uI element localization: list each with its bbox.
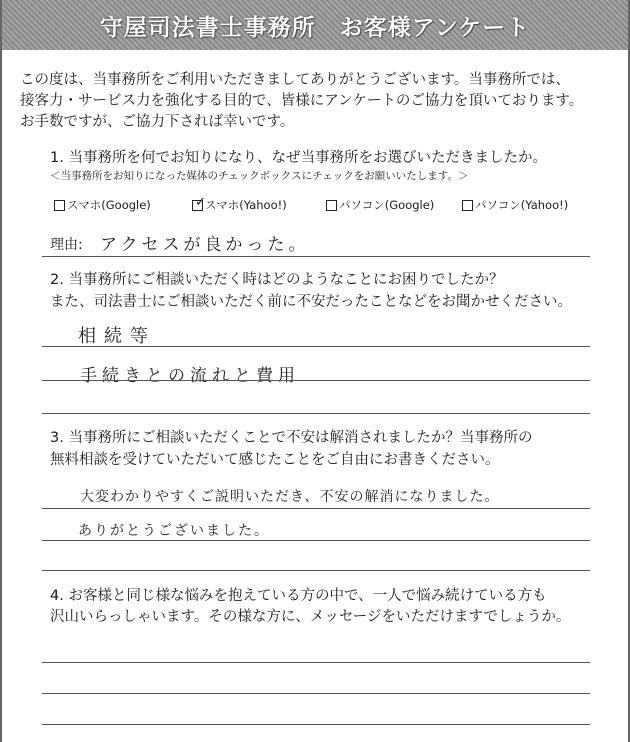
header-banner bbox=[2, 0, 628, 50]
checkbox-box[interactable] bbox=[192, 194, 206, 211]
answer-line bbox=[42, 346, 590, 347]
question-3-line-2: 無料相談を受けていただいて感じたことをご自由にお書きください。 bbox=[50, 452, 500, 468]
answer-line bbox=[42, 693, 590, 694]
question-3-answer-2[interactable]: ありがとうございました。 bbox=[78, 523, 270, 539]
survey-title: 守屋司法書士事務所 お客様アンケート bbox=[99, 14, 531, 41]
checkbox-label: パソコン(Google) bbox=[339, 198, 435, 212]
intro-text bbox=[20, 70, 620, 133]
answer-line bbox=[42, 508, 590, 509]
answer-line bbox=[42, 413, 590, 414]
reason-answer[interactable]: アクセスが良かった。 bbox=[100, 235, 310, 255]
question-3-answer-1[interactable]: 大変わかりやすくご説明いただき、不安の解消になりました。 bbox=[80, 489, 500, 505]
checkbox-label: パソコン(Yahoo!) bbox=[475, 198, 569, 212]
answer-line bbox=[42, 662, 590, 663]
checkbox-smartphone-google[interactable] bbox=[54, 197, 151, 213]
checkbox-box[interactable] bbox=[462, 200, 473, 211]
reason-label: 理由: bbox=[50, 237, 83, 253]
question-1-text: 1. 当事務所を何でお知りになり、なぜ当事務所をお選びいただきましたか。 bbox=[50, 150, 547, 166]
question-4-line-1: 4. お客様と同じ様な悩みを抱えている方の中で、一人で悩み続けている方も bbox=[50, 588, 547, 604]
answer-line bbox=[42, 380, 590, 381]
checkbox-pc-google[interactable] bbox=[326, 197, 434, 213]
checkbox-label: スマホ(Google) bbox=[67, 198, 151, 212]
checkbox-box[interactable] bbox=[54, 200, 65, 211]
check-mark-icon: ✓ bbox=[195, 194, 206, 210]
question-2-line-1: 2. 当事務所にご相談いただく時はどのようなことにお困りでしたか？ bbox=[50, 272, 504, 288]
question-1-note: ＜当事務所をお知りになった媒体のチェックボックスにチェックをお願いいたします。＞ bbox=[50, 170, 469, 182]
question-2-line-2: また、司法書士にご相談いただく前に不安だったことなどをお聞かせください。 bbox=[50, 294, 572, 310]
checkbox-smartphone-yahoo[interactable] bbox=[192, 194, 287, 213]
question-2-answer-2[interactable]: 手続きとの流れと費用 bbox=[80, 366, 300, 386]
intro-line: この度は、当事務所をご利用いただきましてありがとうございます。当事務所では、 bbox=[20, 72, 570, 88]
checkbox-box[interactable] bbox=[326, 200, 337, 211]
answer-line bbox=[42, 540, 590, 541]
intro-line: お手数ですが、ご協力下されば幸いです。 bbox=[20, 114, 295, 130]
checkbox-pc-yahoo[interactable] bbox=[462, 197, 568, 213]
intro-line: 接客力・サービス力を強化する目的で、皆様にアンケートのご協力を頂いております。 bbox=[20, 93, 584, 109]
checkbox-label: スマホ(Yahoo!) bbox=[205, 198, 287, 212]
question-3-line-1: 3. 当事務所にご相談いただくことで不安は解消されましたか？当事務所の bbox=[50, 430, 533, 446]
answer-line bbox=[42, 570, 590, 571]
question-2-answer-1[interactable]: 相続等 bbox=[78, 326, 156, 347]
answer-line bbox=[42, 256, 590, 257]
question-4-line-2: 沢山いらっしゃいます。その様な方に、メッセージをいただけますでしょうか。 bbox=[50, 609, 571, 625]
answer-line bbox=[42, 724, 590, 725]
